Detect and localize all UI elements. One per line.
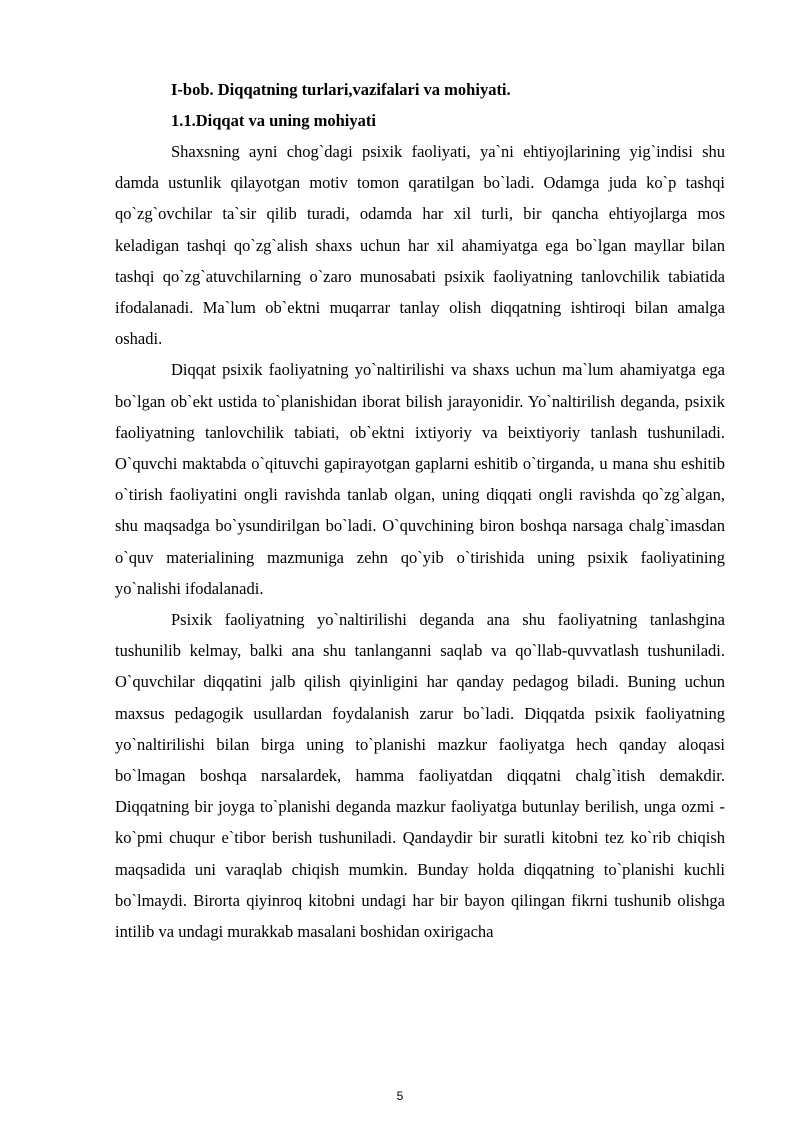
page-number: 5 <box>396 1089 404 1103</box>
paragraph-2: Diqqat psixik faoliyatning yo`naltirilishi va shaxs uchun ma`lum ahamiyatga ega bo`lgan ob`ekt ustida to`planishidan iborat bilish jarayonidir. Yo`naltirilish deganda, psixik faoliyatning tanlovchilik tabiati, ob`ektni ixtiyoriy va beixtiyoriy tanlash tushuniladi. O`quvchi maktabda o`qituvchi gapirayotgan gaplarni eshitib o`tirganda, u mana shu eshitib o`tirish faoliyatini ongli ravishda tanlab olgan, uning diqqati ongli ravishda qo`zg`algan, shu maqsadga bo`ysundirilgan bo`ladi. O`quvchining biron boshqa narsaga chalg`imasdan o`quv materialining mazmuniga zehn qo`yib o`tirishida uning psixik faoliyatining yo`nalishi ifodalanadi. <box>115 360 725 598</box>
paragraph-1: Shaxsning ayni chog`dagi psixik faoliyati, ya`ni ehtiyojlarining yig`indisi shu damda ustunlik qilayotgan motiv tomon qaratilgan bo`ladi. Odamga juda ko`p tashqi qo`zg`ovchilar ta`sir qilib turadi, odamda har xil turli, bir qancha ehtiyojlarga mos keladigan tashqi qo`zg`alish shaxs uchun har xil ahamiyatga ega bo`lgan mayllar bilan tashqi qo`zg`atuvchilarning o`zaro munosabati psixik faoliyatning tanlovchilik tabiatida ifodalanadi. Ma`lum ob`ektni muqarrar tanlay olish diqqatning ishtiroqi bilan amalga oshadi. <box>115 142 725 349</box>
page-content <box>115 74 725 947</box>
paragraph-3: Psixik faoliyatning yo`naltirilishi deganda ana shu faoliyatning tanlashgina tushunilib kelmay, balki ana shu tanlanganni saqlab va qo`llab-quvvatlash tushuniladi. O`quvchilar diqqatini jalb qilish qiyinligini har qanday pedagog biladi. Buning uchun maxsus pedagogik usullardan foydalanish zarur bo`ladi. Diqqatda psixik faoliyatning yo`naltirilishi bilan birga uning to`planishi mazkur faoliyatga hech qanday aloqasi bo`lmagan boshqa narsalardek, hamma faoliyatdan diqqatni chalg`itish demakdir. Diqqatning bir joyga to`planishi deganda mazkur faoliyatga butunlay berilish, unga ozmi - ko`pmi chuqur e`tibor berish tushuniladi. Qandaydir bir suratli kitobni tez ko`rib chiqish maqsadida uni varaqlab chiqish mumkin. Bunday holda diqqatning to`planishi kuchli bo`lmaydi. Birorta qiyinroq kitobni undagi har bir bayon qilingan fikrni tushunib olishga intilib va undagi murakkab masalani boshidan oxirigacha <box>115 610 725 942</box>
chapter-title: I-bob. Diqqatning turlari,vazifalari va mohiyati. <box>171 80 511 99</box>
section-title: 1.1.Diqqat va uning mohiyati <box>171 111 376 130</box>
